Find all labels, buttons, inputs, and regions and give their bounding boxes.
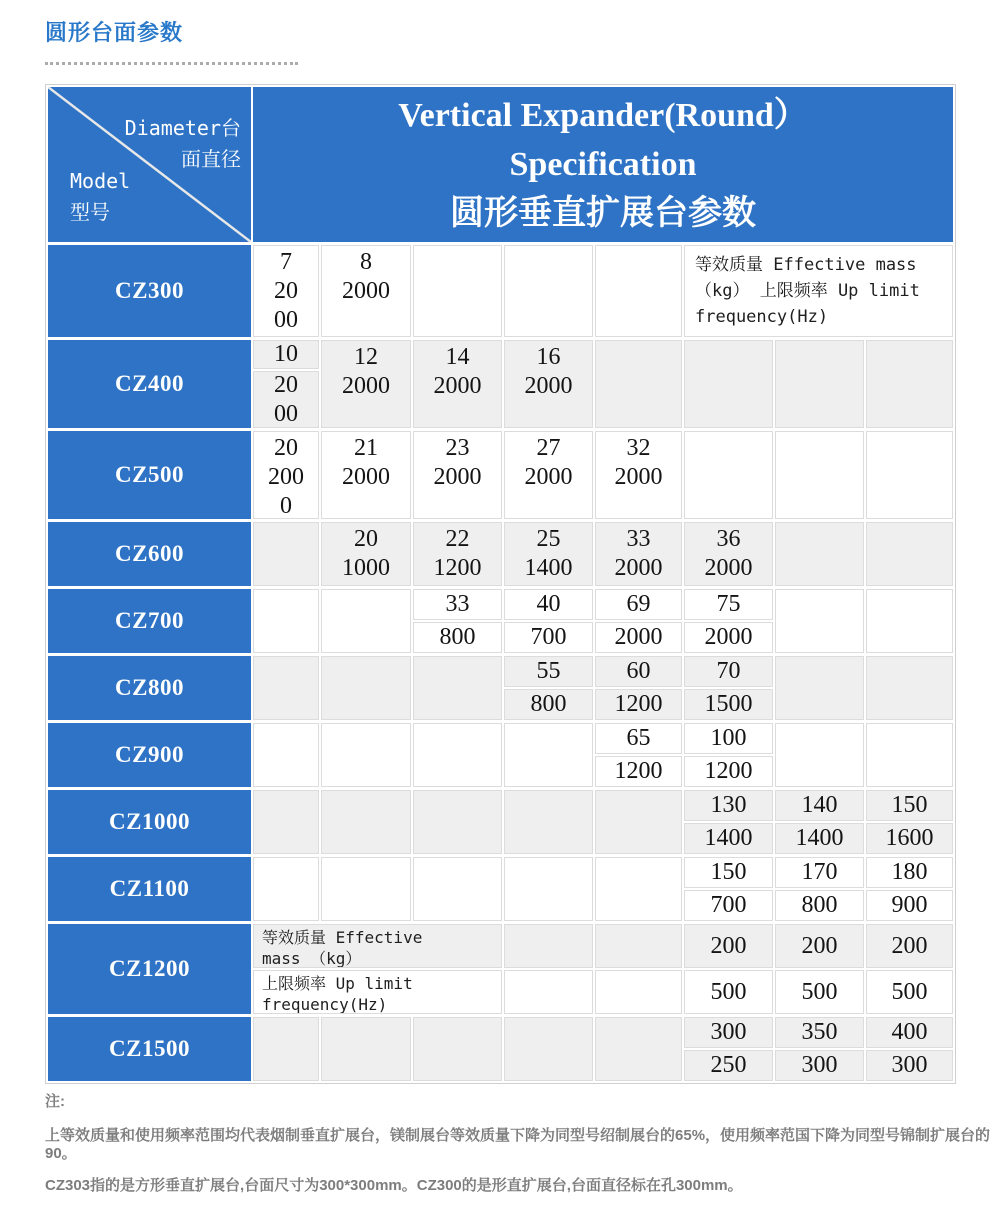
split-cell [595, 589, 682, 653]
table-row-cz800 [48, 656, 953, 720]
frequency-value-cell: 500 [684, 970, 773, 1014]
empty-cell [595, 1017, 682, 1081]
frequency-value-cell: 1200 [595, 689, 682, 720]
empty-cell [504, 1017, 593, 1081]
split-cell [775, 924, 864, 1014]
empty-cell [253, 1017, 319, 1081]
model-cell: CZ1200 [48, 924, 251, 1014]
split-cell [775, 1017, 864, 1081]
frequency-value-cell: 800 [413, 622, 502, 653]
mass-value-cell: 130 [684, 790, 773, 821]
corner-diameter-label: Diameter台 面直径 [124, 116, 241, 171]
mass-value-cell: 200 [866, 924, 953, 968]
effective-mass-frequency-legend-cell: 等效质量 Effective mass （kg） 上限频率 Up limit frequency(Hz) [684, 245, 953, 337]
frequency-value-cell: 1600 [866, 823, 953, 854]
empty-cell [504, 857, 593, 921]
split-cell [684, 924, 773, 1014]
split-cell [866, 1017, 953, 1081]
split-cell [504, 589, 593, 653]
frequency-value-cell: 2000 [684, 622, 773, 653]
frequency-value-cell: 1400 [775, 823, 864, 854]
frequency-value-cell: 2000 [595, 622, 682, 653]
mass-frequency-cell: 8 2000 [321, 245, 411, 337]
split-cell [866, 924, 953, 1014]
corner-model-label: Model 型号 [70, 169, 131, 224]
mass-frequency-cell: 20 200 0 [253, 431, 319, 519]
mass-value-cell: 150 [684, 857, 773, 888]
note-line-1: 上等效质量和使用频率范围均代表烟制垂直扩展台，镁制展台等效质量下降为同型号绍制展台的65%，使用频率范国下降为同型号锦制扩展台的90。 [45, 1127, 991, 1162]
frequency-value-cell: 1400 [684, 823, 773, 854]
split-cell [595, 723, 682, 787]
empty-cell [866, 522, 953, 586]
mass-frequency-cell: 33 2000 [595, 522, 682, 586]
empty-cell [595, 857, 682, 921]
notes-label: 注: [45, 1093, 65, 1110]
empty-cell [253, 723, 319, 787]
empty-cell [253, 790, 319, 854]
frequency-value-cell: 1500 [684, 689, 773, 720]
empty-cell [595, 970, 682, 1014]
empty-cell [321, 723, 411, 787]
model-cell: CZ1500 [48, 1017, 251, 1081]
model-cell: CZ800 [48, 656, 251, 720]
empty-cell [595, 924, 682, 968]
empty-cell [413, 1017, 502, 1081]
empty-cell [866, 431, 953, 519]
mass-frequency-cell: 32 2000 [595, 431, 682, 519]
empty-cell [775, 340, 864, 428]
split-cell [684, 1017, 773, 1081]
model-cell: CZ1100 [48, 857, 251, 921]
mass-value-cell: 60 [595, 656, 682, 687]
model-cell: CZ1000 [48, 790, 251, 854]
mass-frequency-cell: 22 1200 [413, 522, 502, 586]
empty-cell [504, 970, 593, 1014]
mass-value-cell: 70 [684, 656, 773, 687]
empty-cell [321, 790, 411, 854]
model-diameter-corner-cell [48, 87, 251, 242]
table-title-line: Specification [509, 146, 697, 183]
legend-split-cell [253, 924, 502, 1014]
model-cell: CZ500 [48, 431, 251, 519]
empty-cell [775, 723, 864, 787]
title-underline-dots [45, 46, 298, 65]
frequency-value-cell: 800 [775, 890, 864, 921]
mass-value-cell: 75 [684, 589, 773, 620]
mass-value-cell: 180 [866, 857, 953, 888]
empty-cell [595, 245, 682, 337]
table-row-cz1200 [48, 924, 953, 1014]
empty-cell [413, 857, 502, 921]
table-title-line: Vertical Expander(Round） [398, 97, 808, 134]
mass-value-cell: 150 [866, 790, 953, 821]
empty-cell [866, 723, 953, 787]
split-cell [775, 790, 864, 854]
empty-cell [684, 340, 773, 428]
split-cell [684, 790, 773, 854]
table-title-cell [253, 87, 953, 242]
table-row-cz300 [48, 245, 953, 337]
mass-value-cell: 40 [504, 589, 593, 620]
mass-value-cell: 200 [684, 924, 773, 968]
mass-value-cell: 65 [595, 723, 682, 754]
frequency-value-cell: 20 00 [253, 371, 319, 428]
empty-cell [253, 656, 319, 720]
frequency-value-cell: 1200 [595, 756, 682, 787]
mass-value-cell: 33 [413, 589, 502, 620]
mass-frequency-cell: 20 1000 [321, 522, 411, 586]
model-cell: CZ700 [48, 589, 251, 653]
empty-cell [866, 340, 953, 428]
empty-cell [321, 1017, 411, 1081]
empty-cell [253, 857, 319, 921]
frequency-value-cell: 500 [866, 970, 953, 1014]
model-cell: CZ400 [48, 340, 251, 428]
model-cell: CZ600 [48, 522, 251, 586]
empty-cell [321, 589, 411, 653]
empty-cell [413, 723, 502, 787]
split-cell [866, 790, 953, 854]
frequency-value-cell: 800 [504, 689, 593, 720]
empty-cell [504, 245, 593, 337]
mass-value-cell: 55 [504, 656, 593, 687]
split-cell [684, 656, 773, 720]
empty-cell [504, 790, 593, 854]
mass-value-cell: 140 [775, 790, 864, 821]
split-cell [866, 857, 953, 921]
mass-frequency-cell: 36 2000 [684, 522, 773, 586]
table-title-line: 圆形垂直扩展台参数 [450, 195, 756, 232]
split-cell [775, 857, 864, 921]
empty-cell [775, 522, 864, 586]
frequency-value-cell: 1200 [684, 756, 773, 787]
frequency-value-cell: 700 [684, 890, 773, 921]
empty-cell [413, 790, 502, 854]
empty-cell [413, 656, 502, 720]
mass-value-cell: 10 [253, 340, 319, 369]
mass-frequency-cell: 27 2000 [504, 431, 593, 519]
table-row-cz1000 [48, 790, 953, 854]
mass-frequency-cell: 25 1400 [504, 522, 593, 586]
mass-frequency-cell: 16 2000 [504, 340, 593, 428]
mass-value-cell: 69 [595, 589, 682, 620]
empty-cell [775, 656, 864, 720]
empty-cell [253, 589, 319, 653]
empty-cell [504, 723, 593, 787]
empty-cell [253, 522, 319, 586]
split-cell [595, 924, 682, 1014]
split-cell [504, 924, 593, 1014]
empty-cell [775, 589, 864, 653]
mass-frequency-cell: 23 2000 [413, 431, 502, 519]
table-row-cz1500 [48, 1017, 953, 1081]
table-row-cz700 [48, 589, 953, 653]
empty-cell [866, 656, 953, 720]
table-row-cz500 [48, 431, 953, 519]
empty-cell [321, 656, 411, 720]
table-row-cz900 [48, 723, 953, 787]
notes-section [45, 1090, 995, 1209]
mass-legend-cell: 等效质量 Effective mass （kg） [253, 924, 502, 968]
split-cell [684, 857, 773, 921]
table-row-cz1100 [48, 857, 953, 921]
mass-frequency-cell: 12 2000 [321, 340, 411, 428]
spec-table [45, 84, 956, 1084]
table-header-row [48, 87, 953, 242]
empty-cell [595, 340, 682, 428]
split-cell [504, 656, 593, 720]
model-cell: CZ900 [48, 723, 251, 787]
empty-cell [684, 431, 773, 519]
frequency-legend-cell: 上限频率 Up limit frequency(Hz) [253, 970, 502, 1014]
split-cell [413, 589, 502, 653]
table-row-cz600 [48, 522, 953, 586]
frequency-value-cell: 300 [866, 1050, 953, 1081]
mass-value-cell: 100 [684, 723, 773, 754]
mass-frequency-cell: 7 20 00 [253, 245, 319, 337]
split-cell [684, 589, 773, 653]
split-cell [253, 340, 319, 428]
page-title: 圆形台面参数 [45, 20, 184, 45]
mass-value-cell: 200 [775, 924, 864, 968]
mass-value-cell: 400 [866, 1017, 953, 1048]
empty-cell [775, 431, 864, 519]
empty-cell [595, 790, 682, 854]
frequency-value-cell: 700 [504, 622, 593, 653]
frequency-value-cell: 500 [775, 970, 864, 1014]
table-row-cz400 [48, 340, 953, 428]
frequency-value-cell: 300 [775, 1050, 864, 1081]
mass-frequency-cell: 14 2000 [413, 340, 502, 428]
frequency-value-cell: 250 [684, 1050, 773, 1081]
model-cell: CZ300 [48, 245, 251, 337]
empty-cell [866, 589, 953, 653]
mass-value-cell: 350 [775, 1017, 864, 1048]
split-cell [684, 723, 773, 787]
note-line-2: CZ303指的是方形垂直扩展台,台面尺寸为300*300mm。CZ300的是形直扩展台,台面直径标在孔300mm。 [45, 1177, 743, 1194]
split-cell [595, 656, 682, 720]
mass-frequency-cell: 21 2000 [321, 431, 411, 519]
frequency-value-cell: 900 [866, 890, 953, 921]
empty-cell [321, 857, 411, 921]
mass-value-cell: 170 [775, 857, 864, 888]
empty-cell [504, 924, 593, 968]
mass-value-cell: 300 [684, 1017, 773, 1048]
empty-cell [413, 245, 502, 337]
